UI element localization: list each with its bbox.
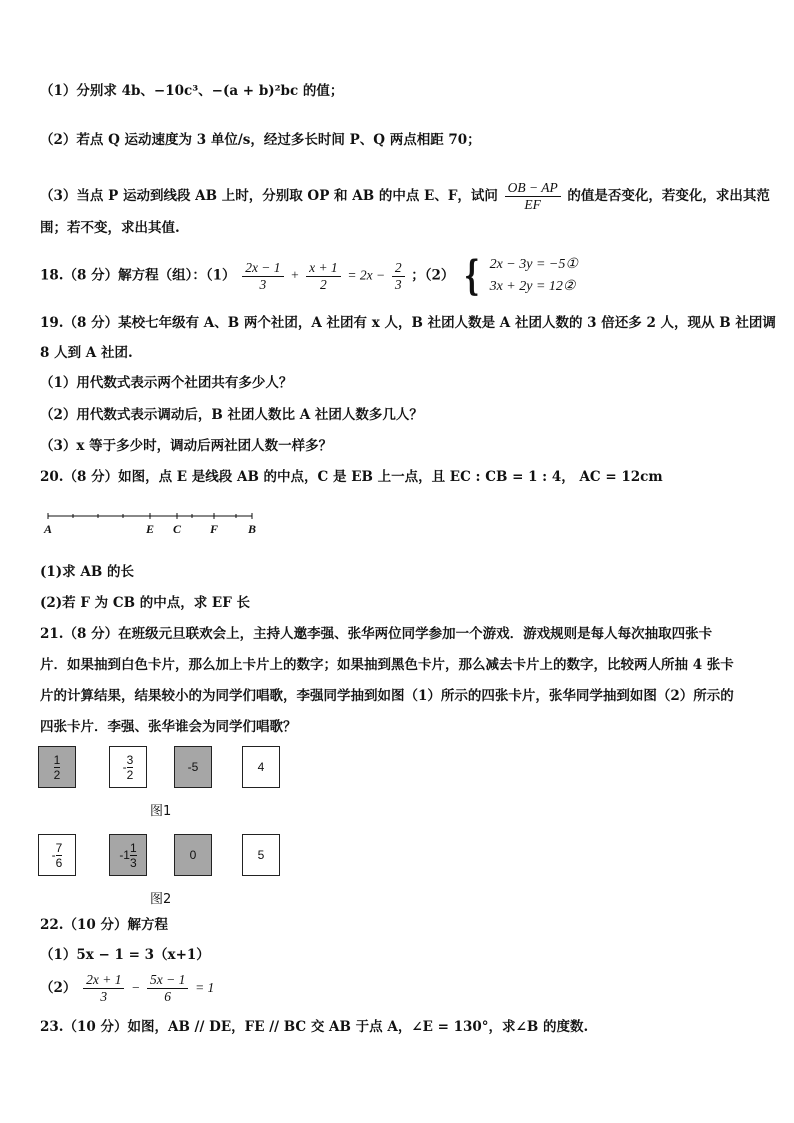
q17-part3-line2: 围；若不变，求出其值. [40,220,180,236]
fig1-card-4: 4 [242,746,280,788]
q22-frac2-den: 6 [164,989,172,1004]
fig1-card-2-den: 2 [126,767,134,782]
q20-sub2: (2)若 F 为 CB 的中点，求 EF 长 [40,595,250,611]
fig1-card-3: -5 [174,746,212,788]
q20-line1: 20.（8 分）如图，点 E 是线段 AB 的中点，C 是 EB 上一点，且 EC : CB = 1 : 4， AC = 12cm [40,469,663,485]
q18-eq1: 2x − 3y = −5① [489,257,578,272]
q18-brace: { [464,252,480,299]
fig1-card-2 [109,746,147,788]
q18-frac3-num: 2 [392,260,405,277]
fig1-caption: 图1 [150,804,172,819]
q18-frac1-num: 2x − 1 [242,260,283,277]
fig2-card-1 [38,834,76,876]
point-label-a: A [44,522,53,536]
fig1-card-1-den: 2 [53,767,61,782]
q19-sub1: （1）用代数式表示两个社团共有多少人？ [40,375,293,391]
q18-line [40,254,578,298]
fig2-caption: 图2 [150,892,172,907]
fig2-card-4: 5 [242,834,280,876]
q18-mid: = 2x − [347,267,386,283]
q17-fraction-denominator: EF [524,197,541,212]
point-label-e: E [146,522,155,536]
q18-frac1 [242,260,283,293]
q18-head: 18.（8 分）解方程（组）：（1） [40,267,236,284]
q19-line1: 19.（8 分）某校七年级有 A、B 两个社团，A 社团有 x 人，B 社团人数是 A 社团人数的 3 倍还多 2 人，现从 B 社团调 [40,315,776,331]
q18-system [490,254,578,298]
q17-part3-line1 [40,180,770,213]
q23-line1: 23.（10 分）如图，AB // DE，FE // BC 交 AB 于点 A，∠E = 130°，求∠B 的度数. [40,1019,589,1035]
q17-part2: （2）若点 Q 运动速度为 3 单位/s，经过多长时间 P、Q 两点相距 70； [40,132,481,148]
fig2-card-2-num: 1 [129,840,137,855]
q17-fraction [505,180,561,213]
fig1-card-2-num: 3 [126,752,134,767]
q18-sep: ；（2） [411,267,455,284]
q22-frac2-num: 5x − 1 [147,972,188,989]
fig2-card-2-den: 3 [129,855,137,870]
fig2-card-2 [109,834,147,876]
q18-eq2: 3x + 2y = 12② [489,279,576,294]
q18-frac2-num: x + 1 [306,260,341,277]
q19-sub2: （2）用代数式表示调动后，B 社团人数比 A 社团人数多几人？ [40,407,423,423]
q19-sub3: （3）x 等于多少时，调动后两社团人数一样多？ [40,438,333,454]
q20-sub1: (1)求 AB 的长 [40,564,134,580]
fig2-card-2-sign: -1 [119,848,130,862]
q22-tail: = 1 [195,980,215,995]
q21-line1: 21.（8 分）在班级元旦联欢会上，主持人邀李强、张华两位同学参加一个游戏．游戏规则是每人每次抽取四张卡 [40,626,713,642]
q22-sub2-head: （2） [40,980,77,996]
q17-fraction-numerator: OB − AP [505,180,561,197]
q18-plus: + [290,267,300,283]
fig2-card-1-num: 7 [55,840,63,855]
fig2-card-1-den: 6 [55,855,63,870]
q21-line2: 片．如果抽到白色卡片，那么加上卡片上的数字；如果抽到黑色卡片，那么减去卡片上的数字，比较两人所抽 4 张卡 [40,657,734,673]
q22-frac1 [83,972,124,1005]
q22-frac1-den: 3 [100,989,108,1004]
q20-segment-diagram [40,508,270,538]
q18-frac3 [392,260,405,293]
fig1-card-2-sign: - [122,760,127,774]
q22-frac1-num: 2x + 1 [83,972,124,989]
q18-frac1-den: 3 [259,276,267,292]
q22-sub2 [40,972,214,1005]
q17-part1: （1）分别求 4b、−10c³、−(a + b)²bc 的值； [40,83,344,99]
q22-head: 22.（10 分）解方程 [40,917,168,933]
q22-frac2 [147,972,188,1005]
point-label-f: F [210,522,219,536]
q22-sub1: （1）5x − 1 = 3（x+1） [40,947,210,963]
point-label-b: B [248,522,257,536]
q22-minus: − [131,980,141,995]
q18-frac2 [306,260,341,293]
q18-frac2-den: 2 [320,276,327,292]
fig2-card-3: 0 [174,834,212,876]
q17-part3-text-b: 的值是否变化，若变化，求出其范 [567,188,770,204]
q21-line4: 四张卡片．李强、张华谁会为同学们唱歌？ [40,719,297,735]
fig2-card-1-sign: - [51,848,56,862]
q21-line3: 片的计算结果，结果较小的为同学们唱歌，李强同学抽到如图（1）所示的四张卡片，张华同学抽到如图（2）所示的 [40,688,734,704]
point-label-c: C [173,522,182,536]
q18-frac3-den: 3 [394,276,402,292]
fig1-card-1 [38,746,76,788]
q19-line2: 8 人到 A 社团. [40,345,133,361]
q17-part3-text-a: （3）当点 P 运动到线段 AB 上时，分别取 OP 和 AB 的中点 E、F，试问 [40,188,498,204]
fig1-card-1-num: 1 [53,752,61,767]
